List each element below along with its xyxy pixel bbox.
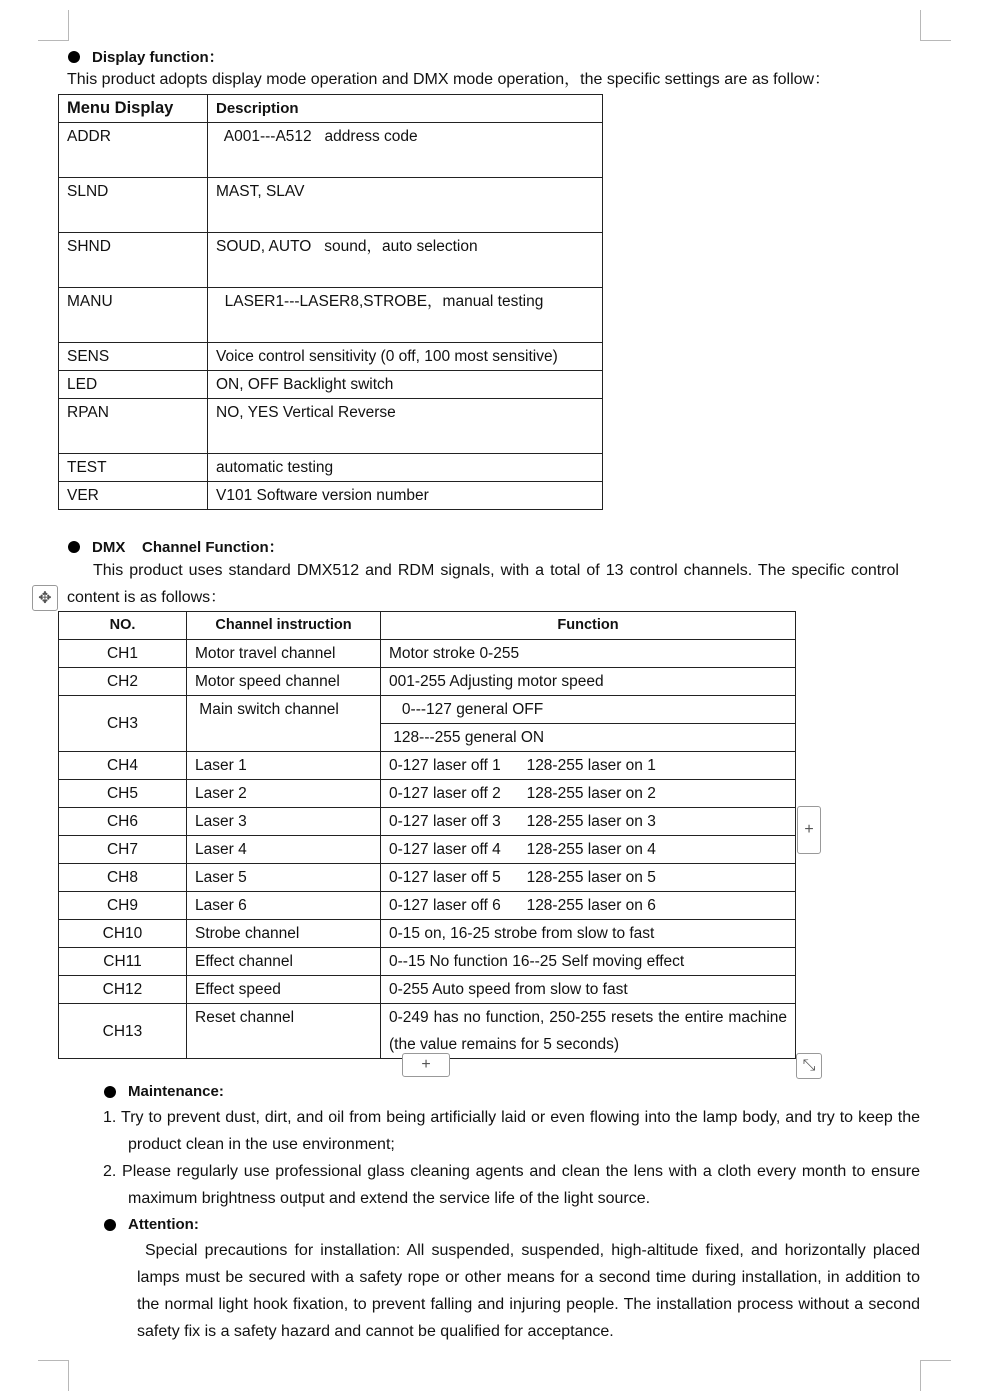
channel-no-cell: CH8	[59, 864, 187, 892]
table-row	[59, 343, 603, 371]
description-cell: ON, OFF Backlight switch	[208, 371, 603, 399]
channel-no-cell: CH9	[59, 892, 187, 920]
channel-instruction-cell: Strobe channel	[187, 920, 381, 948]
crop-mark-top-right	[920, 10, 951, 41]
description-cell: Voice control sensitivity (0 off, 100 most sensitive)	[208, 343, 603, 371]
table-row	[59, 288, 603, 343]
channel-no-cell: CH4	[59, 752, 187, 780]
table-row	[59, 640, 796, 668]
menu-cell: RPAN	[59, 399, 208, 454]
bullet-icon	[104, 1086, 116, 1098]
function-cell: 0-127 laser off 4 128-255 laser on 4	[381, 836, 796, 864]
table-row	[59, 808, 796, 836]
crop-mark-bottom-left	[38, 1360, 69, 1391]
channel-instruction-cell: Laser 3	[187, 808, 381, 836]
menu-cell: ADDR	[59, 123, 208, 178]
function-cell: 0---127 general OFF	[381, 696, 796, 724]
add-row-button[interactable]	[402, 1053, 450, 1077]
menu-cell: SHND	[59, 233, 208, 288]
channel-no-cell: CH6	[59, 808, 187, 836]
function-cell: 0-127 laser off 2 128-255 laser on 2	[381, 780, 796, 808]
description-cell: LASER1---LASER8,STROBE，manual testing	[208, 288, 603, 343]
channel-instruction-cell: Laser 2	[187, 780, 381, 808]
table-row	[59, 178, 603, 233]
table-row	[59, 920, 796, 948]
add-column-button[interactable]	[797, 806, 821, 854]
channel-no-cell: CH13	[59, 1004, 187, 1059]
crop-mark-top-left	[38, 10, 69, 41]
function-cell: 0-127 laser off 5 128-255 laser on 5	[381, 864, 796, 892]
table-row	[59, 1004, 796, 1059]
attention-heading	[104, 1216, 199, 1233]
display-function-intro: This product adopts display mode operation and DMX mode operation，the specific settings are as follow：	[67, 71, 831, 88]
maintenance-item-1: 1. Try to prevent dust, dirt, and oil from being artificially laid or even flowing into the lamp body, and try to keep the product clean in the use environment;	[103, 1109, 920, 1153]
dmx-channel-heading	[68, 536, 284, 557]
table-row	[59, 371, 603, 399]
menu-cell: LED	[59, 371, 208, 399]
table-move-handle[interactable]	[32, 585, 58, 611]
channel-no-cell: CH1	[59, 640, 187, 668]
bullet-icon	[104, 1219, 116, 1231]
menu-cell: SENS	[59, 343, 208, 371]
channel-instruction-cell: Reset channel	[187, 1004, 381, 1059]
header-no: NO.	[59, 612, 187, 640]
dmx-intro-line1: This product uses standard DMX512 and RDM signals, with a total of 13 control channels. The specific control	[93, 562, 899, 579]
table-row	[59, 948, 796, 976]
description-cell: V101 Software version number	[208, 482, 603, 510]
channel-instruction-cell: Laser 4	[187, 836, 381, 864]
channel-no-cell: CH2	[59, 668, 187, 696]
table-row	[59, 780, 796, 808]
function-cell: 001-255 Adjusting motor speed	[381, 668, 796, 696]
description-cell: MAST, SLAV	[208, 178, 603, 233]
dmx-intro-line2: content is as follows：	[67, 589, 227, 606]
resize-icon: ⤡	[802, 1057, 816, 1074]
table-row	[59, 892, 796, 920]
display-function-heading	[68, 46, 224, 67]
description-cell: NO, YES Vertical Reverse	[208, 399, 603, 454]
table-resize-handle[interactable]	[796, 1053, 822, 1079]
description-cell: A001---A512 address code	[208, 123, 603, 178]
menu-cell: VER	[59, 482, 208, 510]
table-row	[59, 752, 796, 780]
maintenance-heading-text: Maintenance:	[128, 1083, 224, 1100]
channel-no-cell: CH12	[59, 976, 187, 1004]
table-row	[59, 696, 796, 724]
channel-instruction-cell: Laser 6	[187, 892, 381, 920]
table-row	[59, 836, 796, 864]
attention-heading-text: Attention:	[128, 1216, 199, 1233]
channel-instruction-cell: Main switch channel	[187, 696, 381, 752]
function-cell: 128---255 general ON	[381, 724, 796, 752]
table-row	[59, 123, 603, 178]
table-header-row	[59, 95, 603, 123]
table-row	[59, 864, 796, 892]
table-row	[59, 668, 796, 696]
channel-no-cell: CH11	[59, 948, 187, 976]
channel-no-cell: CH3	[59, 696, 187, 752]
display-function-heading-text: Display function：	[92, 49, 224, 66]
table-header-row	[59, 612, 796, 640]
crop-mark-bottom-right	[920, 1360, 951, 1391]
dmx-channel-table	[58, 611, 796, 1059]
function-cell: 0-15 on, 16-25 strobe from slow to fast	[381, 920, 796, 948]
function-cell: Motor stroke 0-255	[381, 640, 796, 668]
maintenance-heading	[104, 1083, 224, 1100]
channel-no-cell: CH5	[59, 780, 187, 808]
channel-instruction-cell: Effect speed	[187, 976, 381, 1004]
attention-text: Special precautions for installation: All suspended, suspended, high-altitude fixed, and horizontally placed lamps must be secured with a safety rope or other means for a second time during installation, in addition to the normal light hook fixation, to prevent falling and injuring people. The installation process without a second safety fix is a safety hazard and cannot be qualified for acceptance.	[137, 1242, 920, 1340]
header-channel-instruction: Channel instruction	[187, 612, 381, 640]
function-cell: 0-249 has no function, 250-255 resets the entire machine (the value remains for 5 seconds)	[381, 1004, 796, 1059]
menu-cell: TEST	[59, 454, 208, 482]
plus-icon: +	[421, 1056, 431, 1073]
channel-instruction-cell: Motor speed channel	[187, 668, 381, 696]
table-row	[59, 399, 603, 454]
channel-instruction-cell: Effect channel	[187, 948, 381, 976]
menu-cell: MANU	[59, 288, 208, 343]
table-row	[59, 976, 796, 1004]
dmx-channel-heading-text: DMX Channel Function：	[92, 539, 284, 556]
channel-no-cell: CH10	[59, 920, 187, 948]
menu-display-table	[58, 94, 603, 510]
move-icon: ✥	[38, 590, 52, 607]
function-cell: 0-127 laser off 1 128-255 laser on 1	[381, 752, 796, 780]
function-cell: 0-255 Auto speed from slow to fast	[381, 976, 796, 1004]
table-row	[59, 482, 603, 510]
function-cell: 0-127 laser off 3 128-255 laser on 3	[381, 808, 796, 836]
channel-instruction-cell: Laser 5	[187, 864, 381, 892]
menu-cell: SLND	[59, 178, 208, 233]
bullet-icon	[68, 51, 80, 63]
description-cell: automatic testing	[208, 454, 603, 482]
table-row	[59, 233, 603, 288]
maintenance-item-2: 2. Please regularly use professional glass cleaning agents and clean the lens with a cloth every month to ensure maximum brightness output and extend the service life of the light source.	[103, 1163, 920, 1207]
function-cell: 0--15 No function 16--25 Self moving effect	[381, 948, 796, 976]
header-description: Description	[208, 95, 603, 123]
header-function: Function	[381, 612, 796, 640]
function-cell: 0-127 laser off 6 128-255 laser on 6	[381, 892, 796, 920]
table-row	[59, 454, 603, 482]
description-cell: SOUD, AUTO sound，auto selection	[208, 233, 603, 288]
channel-no-cell: CH7	[59, 836, 187, 864]
header-menu-display: Menu Display	[59, 95, 208, 123]
channel-instruction-cell: Laser 1	[187, 752, 381, 780]
plus-icon: +	[804, 821, 814, 838]
bullet-icon	[68, 541, 80, 553]
channel-instruction-cell: Motor travel channel	[187, 640, 381, 668]
